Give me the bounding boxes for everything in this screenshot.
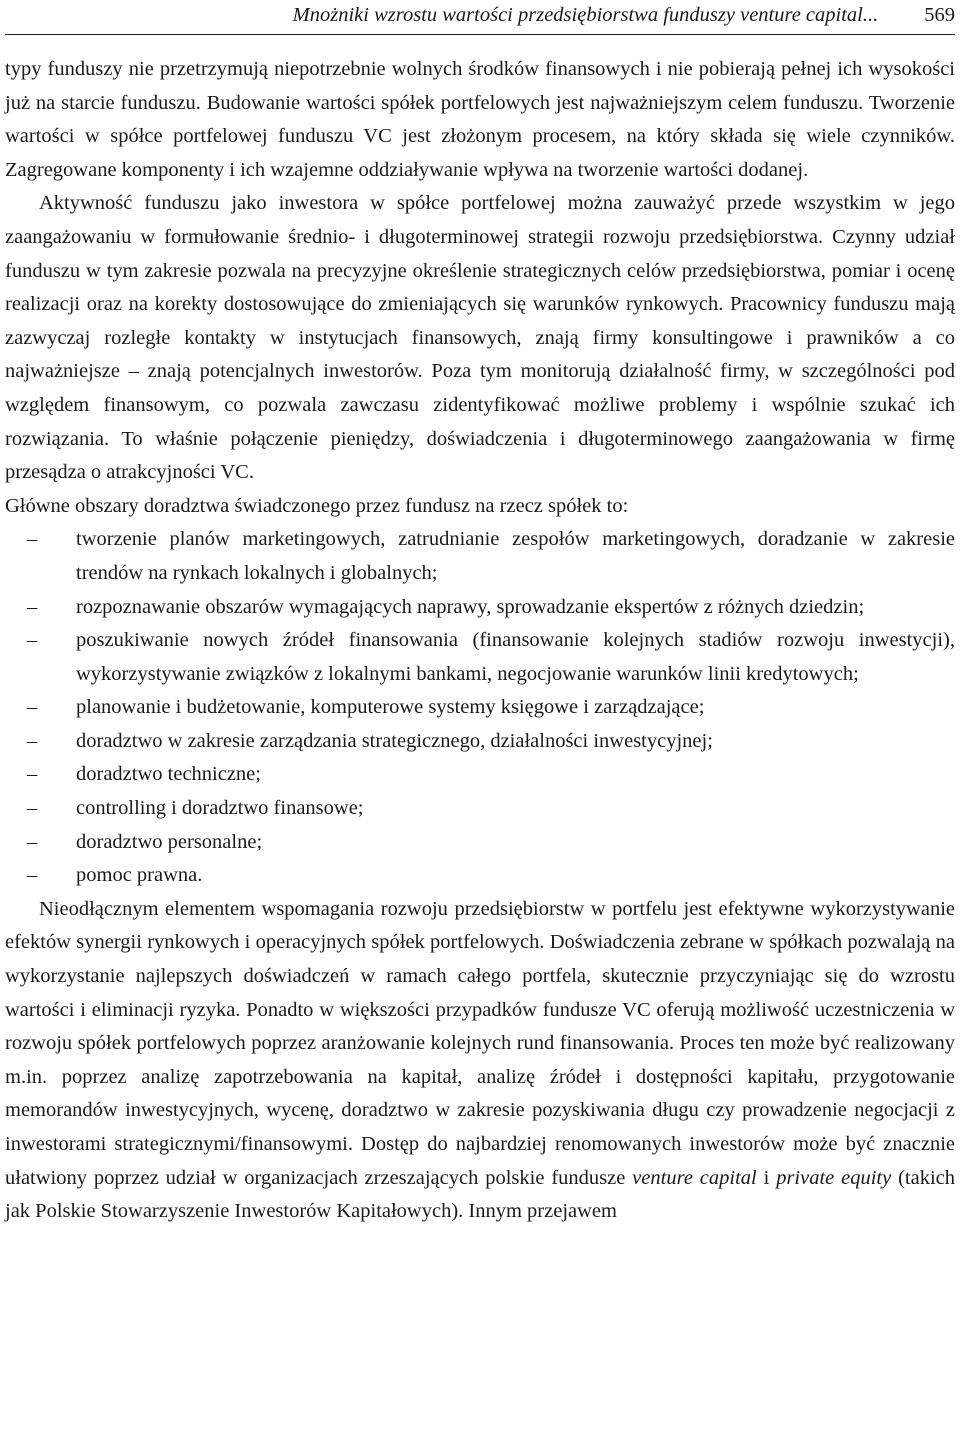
dash-bullet: – (27, 830, 38, 853)
list-item-text: tworzenie planów marketingowych, zatrudnianie zespołów marketingowych, doradzanie w zakresie trendów na rynkach lokalnych i globalnych; (76, 528, 955, 584)
paragraph-continuation: typy funduszy nie przetrzymują niepotrzebnie wolnych środków finansowych i nie pobierają pełnej ich wysokości już na starcie funduszu. Budowanie wartości spółek portfelowych jest najważniejszym celem funduszu. Tworzenie wartości w spółce portfelowej funduszu VC jest złożonym procesem, na który składa się wiele czynników. Zagregowane komponenty i ich wzajemne oddziaływanie wpływa na tworzenie wartości dodanej. (5, 58, 955, 181)
dash-bullet: – (27, 528, 38, 551)
dash-bullet: – (27, 864, 38, 887)
term-private-equity: private equity (776, 1166, 892, 1189)
paragraph-fund-activity: Aktywność funduszu jako inwestora w spółce portfelowej można zauważyć przede wszystkim w jego zaangażowaniu w formułowanie średnio- i długoterminowej strategii rozwoju przedsiębiorstwa. Czynny udział funduszu w tym zakresie pozwala na precyzyjne określenie strategicznych celów przedsiębiorstwa, pomiar i ocenę realizacji oraz na korekty dostosowujące do zmieniających się warunków rynkowych. Pracownicy funduszu mają zazwyczaj rozległe kontakty w instytucjach finansowych, znają firmy konsultingowe i prawników a co najważniejsze – znają potencjalnych inwestorów. Poza tym monitorują działalność firmy, w szczególności pod względem finansowym, co pozwala zawczasu zidentyfikować możliwe problemy i wspólnie szukać ich rozwiązania. To właśnie połączenie pieniędzy, doświadczenia i długoterminowego zaangażowania w firmę przesądza o atrakcyjności VC. (5, 192, 955, 484)
running-header (5, 0, 955, 35)
paragraph-synergy-text: Nieodłącznym elementem wspomagania rozwoju przedsiębiorstw w portfelu jest efektywne wykorzystywanie efektów synergii rynkowych i operacyjnych spółek portfelowych. Doświadczenia zebrane w spółkach pozwalają na wykorzystanie najlepszych doświadczeń w ramach całego portfela, skutecznie przyczyniając się do wzrostu wartości i eliminacji ryzyka. Ponadto w większości przypadków fundusze VC oferują możliwość uczestniczenia w rozwoju spółek portfelowych poprzez aranżowanie kolejnych rund finansowania. Proces ten może być realizowany m.in. poprzez analizę zapotrzebowania na kapitał, analizę źródeł i dostępności kapitału, przygotowanie memorandów inwestycyjnych, wycenę, doradztwo w zakresie pozyskiwania długu czy prowadzenie negocjacji z inwestorami strategicznymi/finansowymi. Dostęp do najbardziej renomowanych inwestorów może być znacznie ułatwiony poprzez udział w organizacjach zrzeszających polskie fundusze (5, 897, 955, 1189)
list-item-text: poszukiwanie nowych źródeł finansowania (finansowanie kolejnych stadiów rozwoju inwestycji), wykorzystywanie związków z lokalnymi bankami, negocjowanie warunków linii kredytowych; (76, 629, 955, 685)
list-item (5, 624, 955, 691)
body-text (5, 53, 955, 1229)
list-item (5, 591, 955, 625)
dash-bullet: – (27, 763, 38, 786)
list-item (5, 758, 955, 792)
list-item-text: controlling i doradztwo finansowe; (76, 797, 364, 820)
dash-bullet: – (27, 797, 38, 820)
list-item-text: pomoc prawna. (76, 864, 203, 887)
list-item-text: rozpoznawanie obszarów wymagających naprawy, sprowadzanie ekspertów z różnych dziedzin; (76, 595, 865, 618)
paragraph-synergy-end: (takich jak Polskie Stowarzyszenie Inwestorów Kapitałowych). Innym przejawem (5, 1166, 956, 1223)
dash-bullet: – (27, 696, 38, 719)
list-item (5, 792, 955, 826)
list-item-text: doradztwo personalne; (76, 830, 263, 853)
list-item (5, 725, 955, 759)
paragraph-advisory-intro: Główne obszary doradztwa świadczonego przez fundusz na rzecz spółek to: (5, 494, 629, 517)
list-item-text: doradztwo techniczne; (76, 763, 261, 786)
paragraph-synergy-conjunction: i (756, 1166, 777, 1189)
list-item (5, 859, 955, 893)
dash-bullet: – (27, 629, 38, 652)
running-title: Mnożniki wzrostu wartości przedsiębiorstwa funduszy venture capital... (292, 4, 879, 26)
dash-bullet: – (27, 729, 38, 752)
list-item (5, 826, 955, 860)
list-item (5, 691, 955, 725)
list-item-text: doradztwo w zakresie zarządzania strategicznego, działalności inwestycyjnej; (76, 729, 713, 752)
advisory-areas-list (5, 523, 955, 893)
term-venture-capital: venture capital (632, 1166, 757, 1189)
paragraph-synergy (5, 893, 955, 1229)
list-item-text: planowanie i budżetowanie, komputerowe systemy księgowe i zarządzające; (76, 696, 705, 719)
page-number: 569 (924, 4, 955, 26)
list-item (5, 523, 955, 590)
dash-bullet: – (27, 595, 38, 618)
